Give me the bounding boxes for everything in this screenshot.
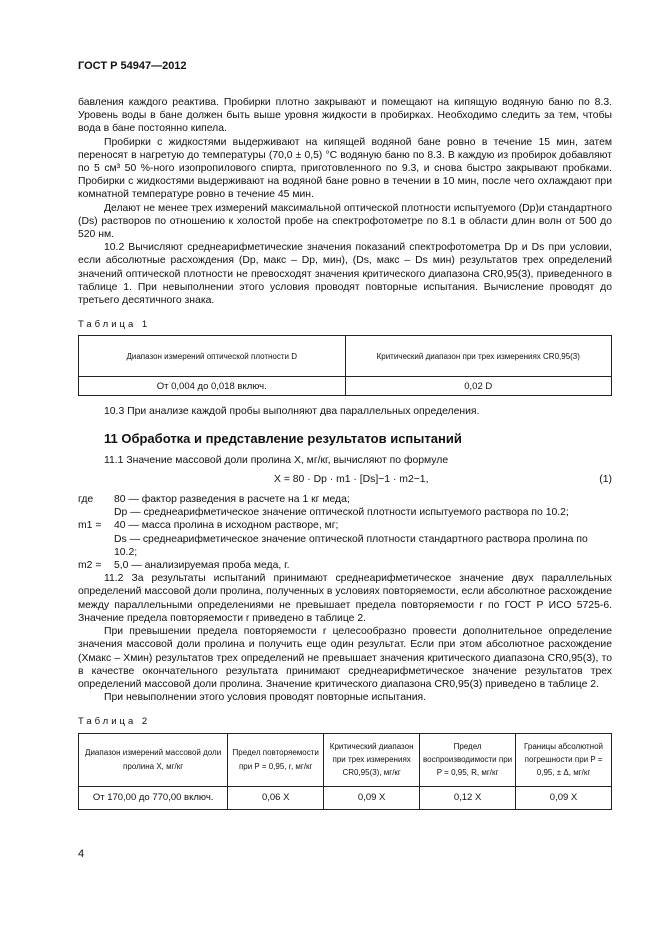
legend-term: m2 =	[78, 560, 102, 572]
page-header: ГОСТ Р 54947—2012	[78, 60, 187, 72]
formula	[78, 467, 612, 493]
table-1	[78, 335, 612, 396]
page-number: 4	[78, 848, 85, 860]
legend-row	[78, 519, 612, 532]
table-2	[78, 733, 612, 810]
table-2-header-cell: Предел повторяемости при P = 0,95, r, мг/кг	[228, 733, 324, 786]
section-title: 11 Обработка и представление результатов испытаний	[104, 430, 462, 446]
table-2-cell: 0,09 X	[324, 786, 420, 809]
paragraph: бавления каждого реактива. Пробирки плотно закрывают и помещают на кипящую водяную баню по 8.3. Уровень воды в бане должен быть выше уровня жидкости в пробирках. Необходимо следить за тем, чтобы вода в бане постоянно кипела.	[78, 97, 612, 135]
table-2-title: Таблица 2	[78, 716, 151, 728]
legend-row	[78, 533, 612, 559]
legend-desc: 40 — масса пролина в исходном растворе, мг;	[114, 520, 339, 532]
table-2-header-cell: Диапазон измерений массовой доли пролина X, мг/кг	[79, 733, 228, 786]
paragraph: Пробирки с жидкостями выдерживают на кипящей водяной бане ровно в течение 15 мин, затем переносят в нагретую до температуры (70,0 ± 0,5) °С водяную баню по 8.3. В каждую из пробирок добавляют по 5 см³ 50 %-ного изопропилового спирта, приготовленного по 9.3, и снова быстро закрывают пробками. Пробирки с жидкостями выдерживают на водяной бане ровно в течении в 10 мин, после чего охлаждают при комнатной температуре ровно в течение 45 мин.	[78, 136, 612, 201]
table-1-cell: 0,02 D	[345, 377, 612, 396]
paragraph: 11.1 Значение массовой доли пролина X, мг/кг, вычисляют по формуле	[104, 454, 449, 466]
paragraph: 10.2 Вычисляют среднеарифметические значения показаний спектрофотометра Dp и Ds при условии, если абсолютные расхождения (Dp, макс – Dp, мин), (Ds, макс – Ds мин) результатов трех определений значений оптической плотности не превосходят значения критического диапазона CR0,95(3), приведенного в таблице 1. При невыполнении этого условия проводят повторные испытания. Вычисление проводят до третьего десятичного знака.	[78, 242, 612, 307]
legend-term: m1 =	[78, 520, 102, 532]
paragraph: При превышении предела повторяемости r целесообразно провести дополнительное определение значения массовой доли пролина и получить еще один результат. Если при этом абсолютное расхождение (Xмакс – Xмин) результатов трех определений не превышает значения критического диапазона CR0,95(3), то в качестве окончательного результата принимают среднеарифметическое значение результатов трех определений массовой доли пролина. Значение критического диапазона CR0,95(3) приведено в таблице 2.	[78, 626, 612, 690]
formula-number: (1)	[599, 474, 612, 486]
paragraph: Делают не менее трех измерений максимальной оптической плотности испытуемого (Dp)и стандартного (Ds) растворов по отношению к холостой пробе на спектрофотометре по 8.1 в области длин волн от 500 до 520 нм.	[78, 202, 612, 241]
legend-desc: Dp — среднеарифметическое значение оптической плотности испытуемого раствора по 10.2;	[114, 507, 569, 519]
legend-desc: 5,0 — анализируемая проба меда, г.	[114, 560, 290, 572]
table-2-header-cell: Границы абсолютной погрешности при P = 0,95, ± Δ, мг/кг	[516, 733, 612, 786]
legend-desc: Ds — среднеарифметическое значение оптической плотности стандартного раствора пролина по 10.2;	[114, 533, 588, 558]
document-body	[78, 96, 612, 810]
formula-legend	[78, 493, 612, 572]
legend-term	[78, 506, 114, 519]
legend-term: где	[78, 494, 94, 506]
table-1-cell: От 0,004 до 0,018 включ.	[79, 377, 346, 396]
table-2-cell: 0,06 X	[228, 786, 324, 809]
table-2-cell: 0,12 X	[420, 786, 516, 809]
table-2-cell: От 170,00 до 770,00 включ.	[79, 786, 228, 809]
paragraph: 11.2 За результаты испытаний принимают среднеарифметическое значение двух параллельных определений массовой доли пролина, полученных в условиях повторяемости, если абсолютное расхождение между параллельными определениями не превышает предела повторяемости r по ГОСТ Р ИСО 5725-6. Значение предела повторяемости r приведено в таблице 2.	[78, 573, 612, 624]
table-2-header-cell: Предел воспроизводимости при P = 0,95, R, мг/кг	[420, 733, 516, 786]
paragraph: 10.3 При анализе каждой пробы выполняют два параллельных определения.	[104, 406, 480, 418]
legend-row	[78, 493, 612, 506]
table-1-header-cell: Критический диапазон при трех измерениях CR0,95(3)	[345, 336, 612, 377]
paragraph: При невыполнении этого условия проводят повторные испытания.	[104, 692, 427, 704]
legend-row	[78, 506, 612, 519]
table-2-cell: 0,09 X	[516, 786, 612, 809]
table-1-header-cell: Диапазон измерений оптической плотности D	[79, 336, 346, 377]
table-2-header-cell: Критический диапазон при трех измерениях CR0,95(3), мг/кг	[324, 733, 420, 786]
legend-row	[78, 559, 612, 572]
table-1-title: Таблица 1	[78, 319, 151, 331]
formula-text: X = 80 · Dp · m1 · [Ds]−1 · m2−1,	[274, 474, 429, 486]
legend-desc: 80 — фактор разведения в расчете на 1 кг меда;	[114, 494, 350, 506]
legend-term	[78, 533, 114, 559]
